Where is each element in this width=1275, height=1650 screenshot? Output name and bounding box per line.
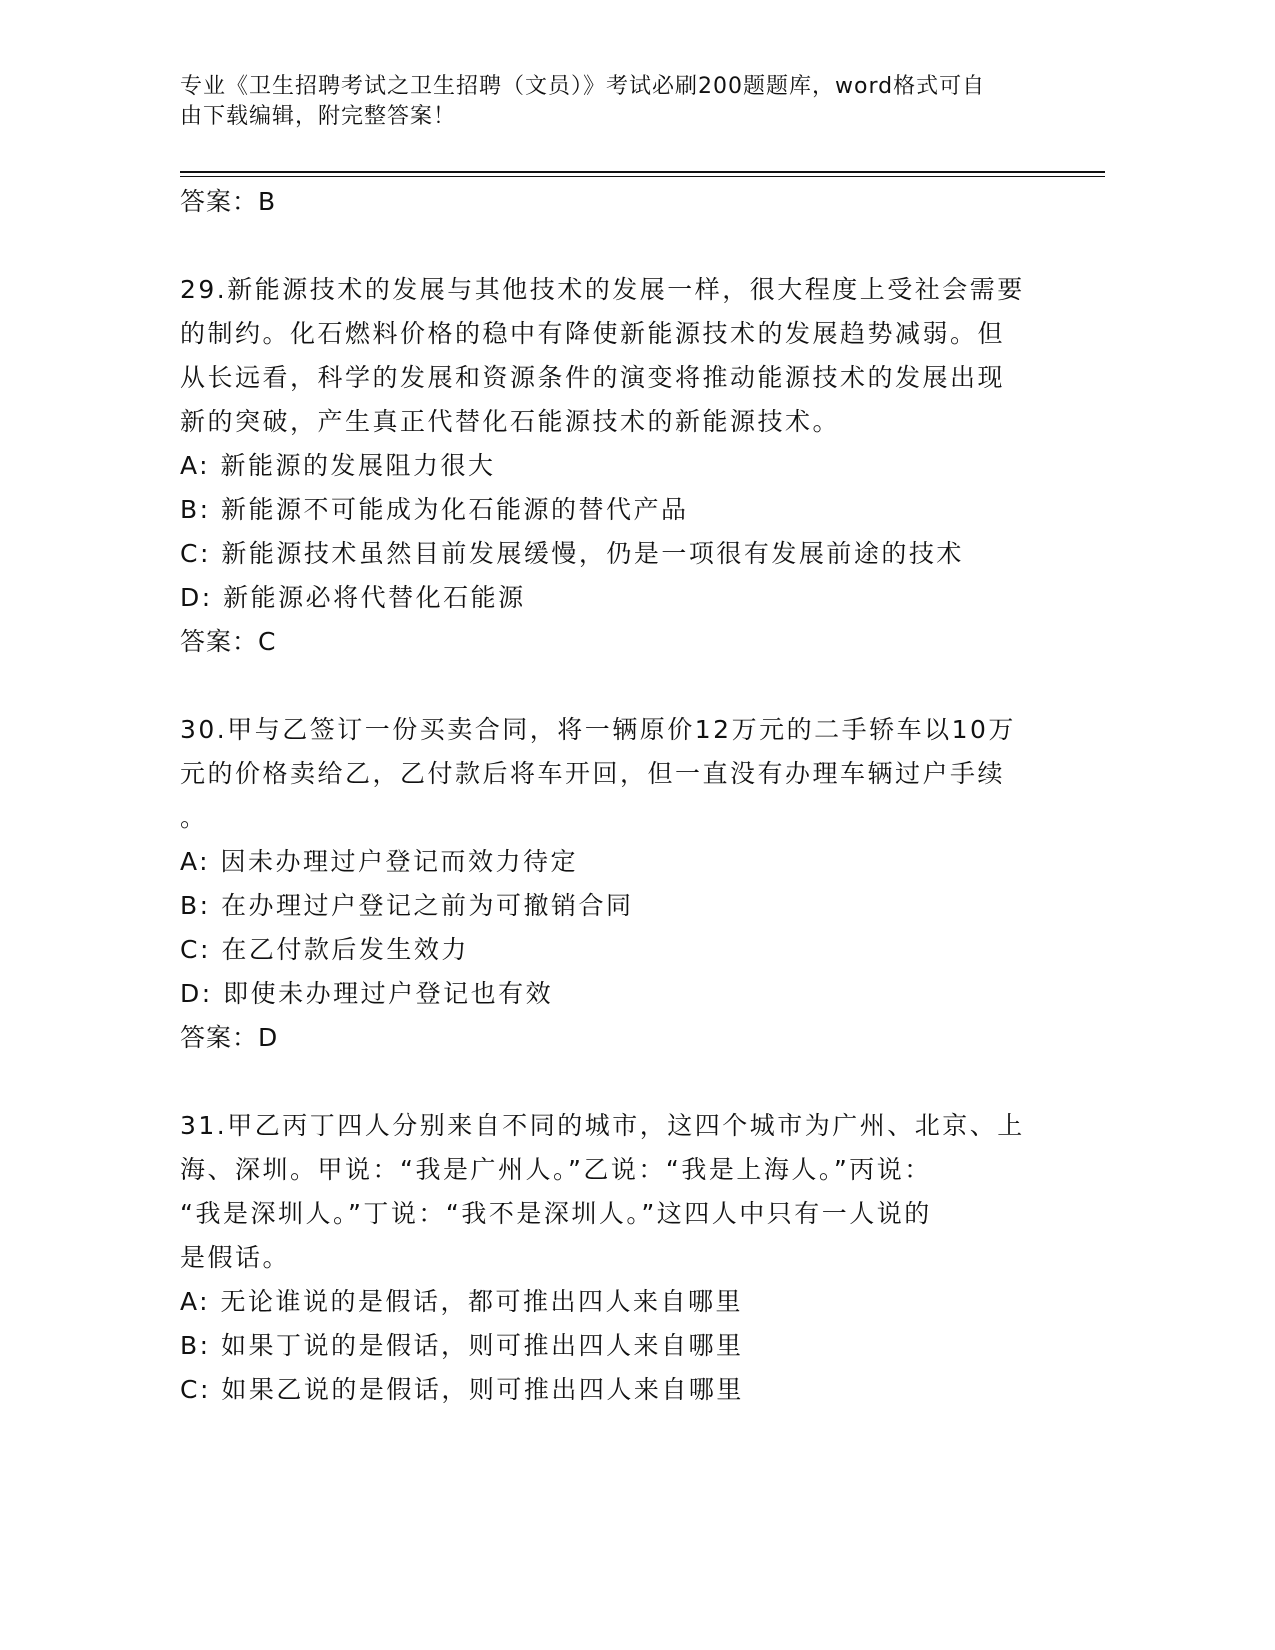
question-31-stem-line: “我是深圳人。”丁说：“我不是深圳人。”这四人中只有一人说的 bbox=[180, 1199, 932, 1228]
question-31-option-b: B: 如果丁说的是假话，则可推出四人来自哪里 bbox=[180, 1331, 744, 1360]
question-30-option-b: B: 在办理过户登记之前为可撤销合同 bbox=[180, 891, 634, 920]
question-30-option-c: C: 在乙付款后发生效力 bbox=[180, 935, 469, 964]
question-30-option-d: D: 即使未办理过户登记也有效 bbox=[180, 979, 554, 1008]
question-30-stem-line: 元的价格卖给乙，乙付款后将车开回，但一直没有办理车辆过户手续 bbox=[180, 759, 1006, 788]
question-30-answer: 答案：D bbox=[180, 1023, 279, 1052]
document-header bbox=[180, 72, 1040, 132]
question-29-stem-line: 的制约。化石燃料价格的稳中有降使新能源技术的发展趋势减弱。但 bbox=[180, 319, 1006, 348]
question-30-stem bbox=[180, 708, 1040, 840]
question-31 bbox=[180, 1104, 1040, 1412]
header-divider-thin bbox=[180, 176, 1105, 177]
header-line-1: 专业《卫生招聘考试之卫生招聘（文员）》考试必刷200题题库，word格式可自 bbox=[180, 74, 986, 99]
question-29 bbox=[180, 268, 1040, 664]
question-31-stem bbox=[180, 1104, 1040, 1280]
question-29-stem-line: 29.新能源技术的发展与其他技术的发展一样，很大程度上受社会需要 bbox=[180, 275, 1025, 304]
question-29-option-d: D: 新能源必将代替化石能源 bbox=[180, 583, 526, 612]
question-29-option-b: B: 新能源不可能成为化石能源的替代产品 bbox=[180, 495, 689, 524]
header-line-2: 由下载编辑，附完整答案！ bbox=[180, 104, 457, 129]
question-29-option-a: A: 新能源的发展阻力很大 bbox=[180, 451, 496, 480]
question-29-answer: 答案：C bbox=[180, 627, 277, 656]
question-31-stem-line: 31.甲乙丙丁四人分别来自不同的城市，这四个城市为广州、北京、上 bbox=[180, 1111, 1025, 1140]
question-30 bbox=[180, 708, 1040, 1060]
spacer bbox=[180, 664, 1040, 708]
header-divider-thick bbox=[180, 171, 1105, 173]
previous-answer: 答案：B bbox=[180, 187, 277, 216]
question-30-option-a: A: 因未办理过户登记而效力待定 bbox=[180, 847, 579, 876]
question-29-stem bbox=[180, 268, 1040, 444]
question-31-stem-line: 是假话。 bbox=[180, 1243, 291, 1272]
question-31-option-a: A: 无论谁说的是假话，都可推出四人来自哪里 bbox=[180, 1287, 744, 1316]
document-body bbox=[180, 180, 1040, 1412]
spacer bbox=[180, 1060, 1040, 1104]
spacer bbox=[180, 224, 1040, 268]
question-31-option-c: C: 如果乙说的是假话，则可推出四人来自哪里 bbox=[180, 1375, 744, 1404]
question-29-stem-line: 新的突破，产生真正代替化石能源技术的新能源技术。 bbox=[180, 407, 841, 436]
question-29-option-c: C: 新能源技术虽然目前发展缓慢，仍是一项很有发展前途的技术 bbox=[180, 539, 964, 568]
question-30-stem-line: 30.甲与乙签订一份买卖合同，将一辆原价12万元的二手轿车以10万 bbox=[180, 715, 1016, 744]
question-30-stem-line: 。 bbox=[180, 803, 208, 832]
question-29-stem-line: 从长远看，科学的发展和资源条件的演变将推动能源技术的发展出现 bbox=[180, 363, 1006, 392]
question-31-stem-line: 海、深圳。甲说：“我是广州人。”乙说：“我是上海人。”丙说： bbox=[180, 1155, 932, 1184]
